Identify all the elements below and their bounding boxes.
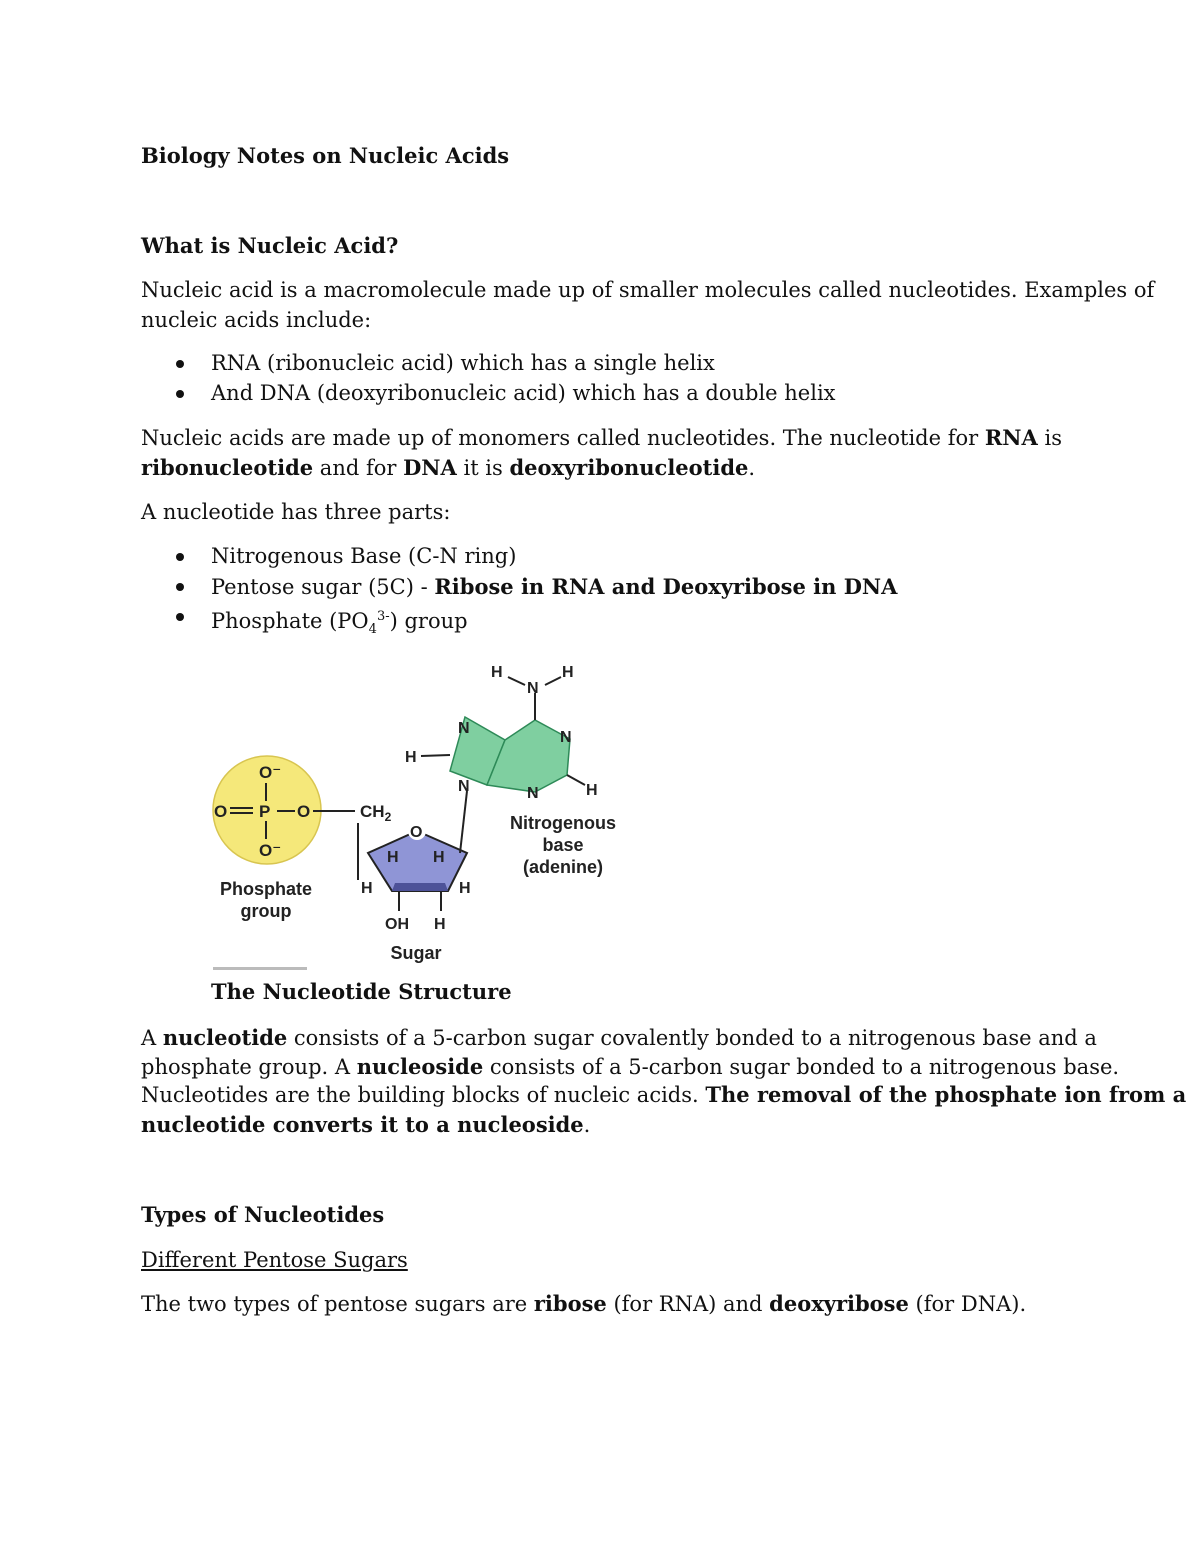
parts-list xyxy=(141,542,897,645)
svg-text:H: H xyxy=(491,664,503,681)
base-label-3: (adenine) xyxy=(522,857,604,877)
svg-text:H: H xyxy=(361,880,373,897)
nucleotide-diagram xyxy=(205,655,635,975)
svg-text:H: H xyxy=(586,782,598,799)
svg-text:H: H xyxy=(433,849,445,866)
intro-line-2: nucleic acids include: xyxy=(141,308,372,332)
svg-text:H: H xyxy=(405,749,417,766)
list-item: RNA (ribonucleic acid) which has a single helix xyxy=(141,349,836,379)
svg-text:O: O xyxy=(214,802,228,821)
svg-text:N: N xyxy=(527,785,539,802)
list-item: Nitrogenous Base (C-N ring) xyxy=(141,542,897,572)
phosphate-label-2: group xyxy=(240,901,292,921)
svg-text:CH2: $CH_2$ xyxy=(360,802,392,824)
monomer-line-2: ribonucleotide and for DNA it is deoxyribonucleotide. xyxy=(141,455,756,480)
subheading-pentose-sugars: Different Pentose Sugars xyxy=(141,1248,408,1272)
section-heading-nucleic-acid: What is Nucleic Acid? xyxy=(141,233,399,258)
base-label: Nitrogenous xyxy=(510,813,616,833)
sugar-label: Sugar xyxy=(390,943,442,963)
definition-line-2: phosphate group. A nucleoside consists of a 5-carbon sugar bonded to a nitrogenous base. xyxy=(141,1054,1120,1079)
list-item: And DNA (deoxyribonucleic acid) which has a double helix xyxy=(141,379,836,409)
svg-text:N: N xyxy=(560,729,572,746)
svg-text:N: N xyxy=(458,778,470,795)
document-title: Biology Notes on Nucleic Acids xyxy=(141,143,510,168)
monomer-line-1: Nucleic acids are made up of monomers called nucleotides. The nucleotide for RNA is xyxy=(141,425,1062,450)
intro-line-1: Nucleic acid is a macromolecule made up of smaller molecules called nucleotides. Examples of xyxy=(141,278,1155,302)
definition-line-4: nucleotide converts it to a nucleoside. xyxy=(141,1112,591,1137)
svg-text:O⁻: O⁻ xyxy=(259,841,282,860)
svg-text:H: H xyxy=(459,880,471,897)
figure-caption: The Nucleotide Structure xyxy=(211,979,512,1004)
svg-text:O⁻: O⁻ xyxy=(259,763,282,782)
parts-intro: A nucleotide has three parts: xyxy=(141,500,451,524)
list-item: Pentose sugar (5C) - Ribose in RNA and Deoxyribose in DNA xyxy=(141,572,897,603)
list-item: Phosphate $(PO_4^{3-})$ group xyxy=(141,602,897,645)
examples-list xyxy=(141,349,836,408)
svg-text:O: O xyxy=(297,802,311,821)
svg-text:N: N xyxy=(458,720,470,737)
definition-line-3: Nucleotides are the building blocks of nucleic acids. The removal of the phosphate ion from a xyxy=(141,1082,1187,1107)
svg-text:P: P xyxy=(259,802,271,821)
section-heading-types: Types of Nucleotides xyxy=(141,1202,385,1227)
svg-text:H: H xyxy=(434,916,446,933)
svg-text:H: H xyxy=(387,849,399,866)
pentose-paragraph: The two types of pentose sugars are ribose (for RNA) and deoxyribose (for DNA). xyxy=(141,1291,1027,1316)
definition-line-1: A nucleotide consists of a 5-carbon sugar covalently bonded to a nitrogenous base and a xyxy=(141,1025,1097,1050)
svg-text:H: H xyxy=(562,664,574,681)
copyright-mark xyxy=(213,967,307,970)
phosphate-label: Phosphate xyxy=(219,879,313,899)
base-ring-six xyxy=(487,720,570,792)
svg-text:O: O xyxy=(410,824,423,841)
base-label-2: base xyxy=(542,835,584,855)
svg-text:OH: OH xyxy=(385,916,409,933)
svg-text:N: N xyxy=(527,680,539,697)
